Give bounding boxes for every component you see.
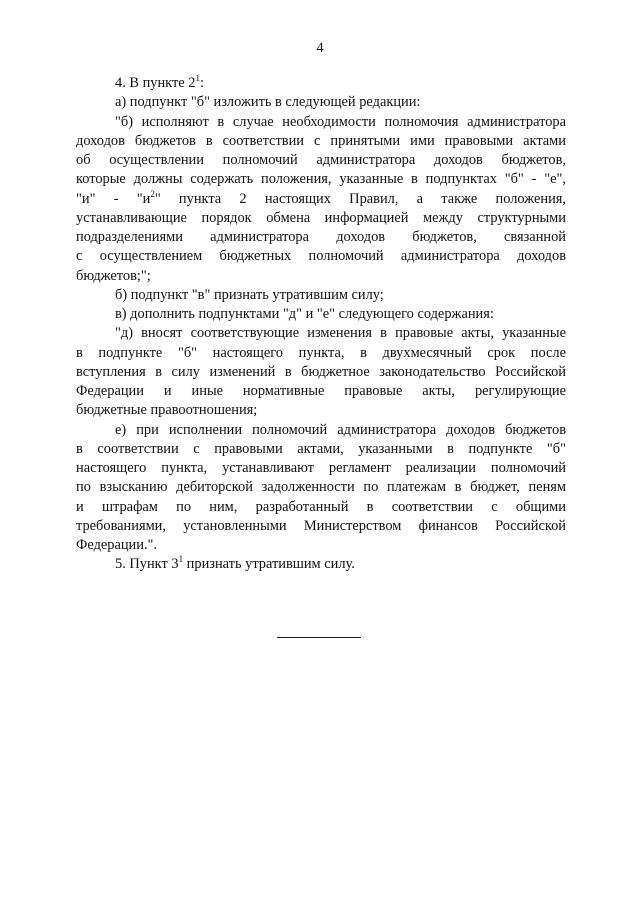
paragraph-item-5 bbox=[76, 555, 566, 574]
text-line: которые должны содержать положения, указанные в подпунктах "б" - "е", bbox=[76, 171, 566, 188]
paragraph-quoted-b bbox=[76, 113, 566, 286]
text-line: бюджетные правоотношения; bbox=[76, 402, 258, 419]
text-line: настоящего пункта, устанавливают регламент реализации полномочий bbox=[76, 460, 566, 476]
superscript: 1 bbox=[178, 554, 184, 565]
text-line: "д) вносят соответствующие изменения в правовые акты, указанные bbox=[115, 325, 566, 342]
paragraph-text: 5. Пункт 3 bbox=[115, 556, 179, 573]
text-line: бюджетов;"; bbox=[76, 267, 151, 284]
text-line: устанавливающие порядок обмена информацией между структурными bbox=[76, 209, 566, 226]
paragraph-subitem-a: а) подпункт "б" изложить в следующей редакции: bbox=[115, 94, 421, 111]
text-fragment: "и" - "и bbox=[76, 190, 151, 207]
paragraph-quoted-d bbox=[76, 324, 566, 420]
text-line: доходов бюджетов в соответствии с принятыми ими правовыми актами bbox=[76, 132, 566, 149]
text-line: Федерации и иные нормативные правовые акты, регулирующие bbox=[76, 383, 566, 399]
text-line: с осуществлением бюджетных полномочий администратора доходов bbox=[76, 248, 566, 265]
page-number: 4 bbox=[316, 40, 324, 56]
text-line: в соответствии с правовыми актами, указанными в подпункте "б" bbox=[76, 440, 566, 457]
text-line: по взысканию дебиторской задолженности по платежам в бюджет, пеням bbox=[76, 479, 566, 496]
text-line: "б) исполняют в случае необходимости полномочия администратора bbox=[115, 113, 566, 130]
text-line: требованиями, установленными Министерством финансов Российской bbox=[76, 517, 566, 534]
paragraph-text: : bbox=[199, 75, 204, 91]
text-line: об осуществлении полномочий администратора доходов бюджетов, bbox=[76, 152, 566, 168]
paragraph-quoted-e bbox=[76, 421, 566, 556]
text-line: вступления в силу изменений в бюджетное законодательство Российской bbox=[76, 363, 566, 380]
text-fragment: " пункта 2 настоящих Правил, а также положения, bbox=[154, 190, 567, 207]
superscript: 2 bbox=[150, 188, 155, 199]
text-line: и штрафам по ним, разработанный в соответствии с общими bbox=[76, 498, 566, 515]
paragraph-subitem-v: в) дополнить подпунктами "д" и "е" следующего содержания: bbox=[115, 306, 494, 322]
paragraph-text: признать утратившим силу. bbox=[183, 556, 355, 573]
end-rule bbox=[277, 637, 361, 638]
paragraph-item-4 bbox=[76, 74, 566, 93]
superscript: 1 bbox=[195, 73, 200, 83]
document-body bbox=[76, 74, 566, 575]
text-line bbox=[76, 190, 566, 209]
paragraph-text: 4. В пункте 2 bbox=[115, 75, 196, 91]
text-line: в подпункте "б" настоящего пункта, в двухмесячный срок после bbox=[76, 344, 566, 361]
text-line: подразделениями администратора доходов бюджетов, связанной bbox=[76, 229, 566, 245]
text-line: е) при исполнении полномочий администратора доходов бюджетов bbox=[115, 421, 566, 438]
text-line: Федерации.". bbox=[76, 537, 158, 553]
paragraph-subitem-b: б) подпункт "в" признать утратившим силу; bbox=[115, 286, 384, 303]
